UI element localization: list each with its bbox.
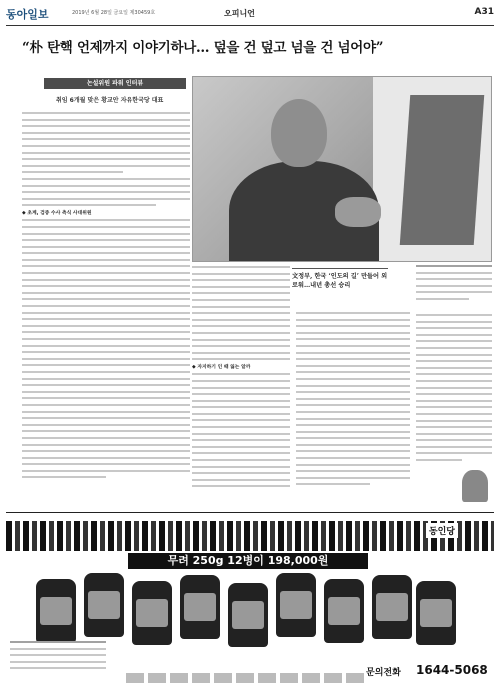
interview-photo <box>192 76 492 262</box>
newspaper-masthead: 동아일보 <box>6 8 49 21</box>
product-jar <box>276 573 316 637</box>
question-heading: ◆ 초계, 검증 수사 측식 사대위원 <box>22 210 92 216</box>
article-headline: “朴 탄핵 언제까지 이야기하나… 덮을 건 덮고 넘을 건 넘어야” <box>22 40 384 56</box>
product-jar <box>180 575 220 639</box>
ad-pattern-band <box>6 521 494 551</box>
section-name: 오피니언 <box>224 9 255 18</box>
product-jar <box>84 573 124 637</box>
article-column-1 <box>22 112 190 483</box>
reporter-photo <box>462 470 488 502</box>
product-jar <box>372 575 412 639</box>
article-column-4 <box>416 314 492 466</box>
ad-brand: 동인당 <box>426 523 458 538</box>
ad-phone-number[interactable]: 1644-5068 <box>416 663 488 677</box>
article-column-3 <box>296 312 410 490</box>
series-label: 논설위원 파워 인터뷰 <box>44 78 186 89</box>
ad-phone-label: 문의전화 <box>366 668 401 678</box>
ad-footer-strip <box>126 673 366 683</box>
product-jar <box>228 583 268 647</box>
photo-caption <box>416 265 492 305</box>
product-jar <box>36 579 76 643</box>
ad-fine-print <box>10 641 106 674</box>
ad-price-line: 무려 250g 12병이 198,000원 <box>128 553 368 569</box>
interviewee-head <box>271 99 327 167</box>
reporter-signature <box>416 470 492 510</box>
party-sign-graphic <box>400 95 484 245</box>
interviewee-byline: 취임 6개월 맞은 황교안 자유한국당 대표 <box>56 97 164 104</box>
question-heading: ◆ 자지하기 인 때 잃는 알까 <box>192 364 251 370</box>
issue-info: 2019년 6월 28일 금요일 제30459호 <box>72 10 156 16</box>
ad-product-jars <box>36 573 456 649</box>
page-header <box>6 4 494 26</box>
pull-quote: 文정부, 한국 ‘인도의 길’ 만들어 외로워…내년 총선 승리 <box>292 268 388 290</box>
product-jar <box>132 581 172 645</box>
interviewee-hands <box>335 197 381 227</box>
product-jar <box>324 579 364 643</box>
article-column-2 <box>192 266 290 492</box>
advertisement <box>6 512 494 687</box>
product-jar <box>416 581 456 645</box>
page-number: A31 <box>474 7 494 17</box>
